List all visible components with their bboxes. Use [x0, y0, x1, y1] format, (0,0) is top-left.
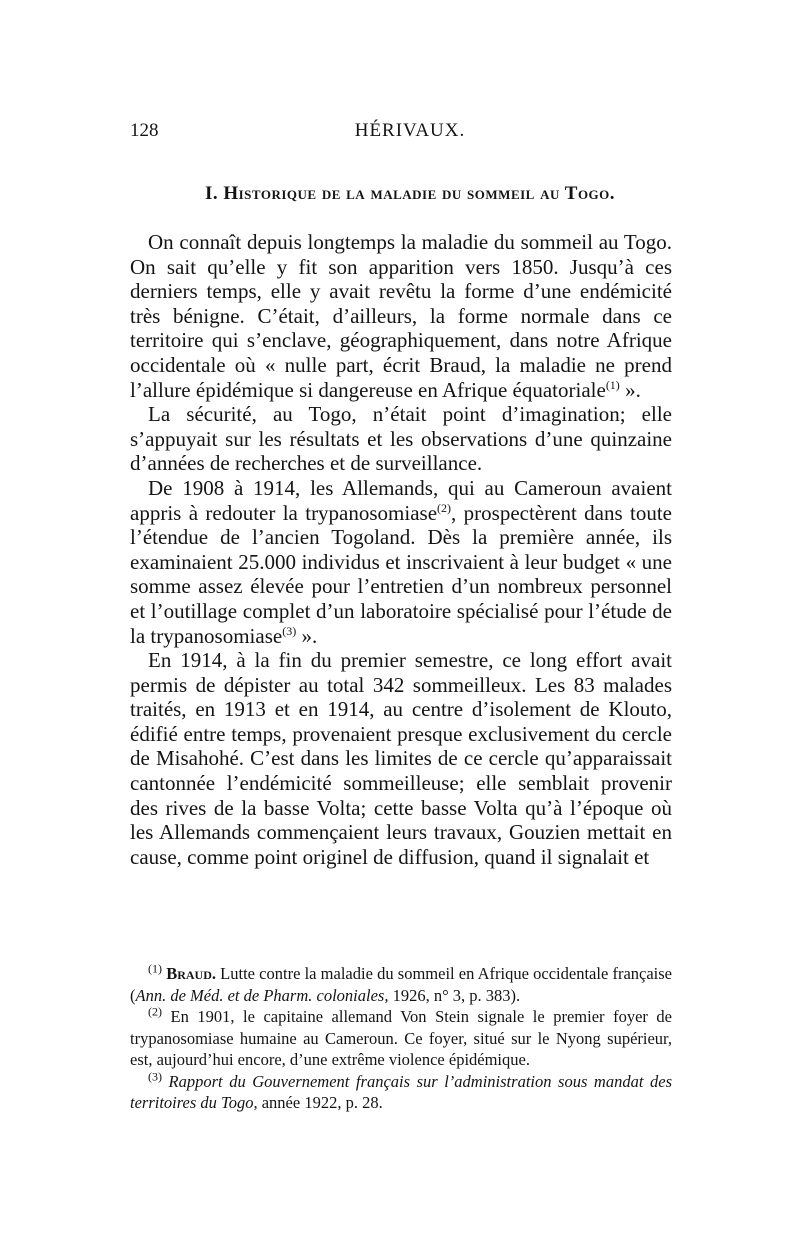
paragraph-3: [130, 476, 672, 648]
paragraph-1-end: ».: [619, 377, 641, 402]
paragraph-2: La sécurité, au Togo, n’était point d’imagination; elle s’appuyait sur les résultats et les observations d’une quinzaine d’années de recherches et de surveillance.: [130, 402, 672, 476]
running-head: [130, 120, 690, 150]
footnote-ref-1: (1): [605, 377, 620, 392]
footnote-3-title: Rapport du Gouvernement français sur l’administration sous mandat des territoires du Togo,: [130, 1071, 672, 1112]
paragraph-3-end: ».: [296, 623, 318, 648]
footnote-3: [130, 1071, 672, 1114]
footnote-2: [130, 1006, 672, 1071]
footnote-3-end: année 1922, p. 28.: [257, 1093, 383, 1112]
paragraph-1-text: On connaît depuis longtemps la maladie du sommeil au Togo. On sait qu’elle y fit son apparition vers 1850. Jusqu’à ces derniers temps, elle y avait revêtu la forme d’une endémicité très bénigne. C’était, d’ailleurs, la forme normale dans ce territoire qui s’enclave, géographiquement, dans notre Afrique occidentale où « nulle part, écrit Braud, la maladie ne prend l’allure épidémique si dangereuse en Afrique équatoriale: [130, 230, 672, 402]
footnote-2-mark: (2): [148, 1004, 162, 1019]
paragraph-3-text-b: , prospectèrent dans toute l’étendue de l’ancien Togoland. Dès la première année, ils examinaient 25.000 individus et inscrivaient à leur budget « une somme assez élevée pour l’entretien d’un nombreux personnel et l’outillage complet d’un laboratoire spécialisé pour l’étude de la trypanosomiase: [130, 500, 672, 648]
section-heading: I. Historique de la maladie du sommeil au Togo.: [204, 183, 616, 204]
footnote-3-mark: (3): [148, 1069, 162, 1083]
footnote-1-text: Lutte contre la maladie du sommeil en Afrique occidentale française (: [130, 964, 672, 1005]
paragraph-3-text-a: De 1908 à 1914, les Allemands, qui au Cameroun avaient appris à redouter la trypanosomiase: [130, 475, 672, 525]
paragraph-4: En 1914, à la fin du premier semestre, ce long effort avait permis de dépister au total 342 sommeilleux. Les 83 malades traités, en 1913 et en 1914, au centre d’isolement de Klouto, édifié entre temps, provenaient presque exclusivement du cercle de Misahohé. C’est dans les limites de ce cercle qu’apparaissait cantonnée l’endémicité sommeilleuse; elle semblait provenir des rives de la basse Volta; cette basse Volta qu’à l’époque où les Allemands commençaient leurs travaux, Gouzien mettait en cause, comme point originel de diffusion, quand il signalait et: [130, 648, 672, 869]
footnote-ref-2: (2): [437, 500, 452, 515]
footnote-1-end: 1926, n° 3, p. 383).: [388, 985, 521, 1005]
footnote-ref-3: (3): [282, 623, 297, 638]
footnote-1: [130, 963, 672, 1006]
paragraph-1: [130, 230, 672, 402]
page-number: 128: [130, 120, 159, 141]
footnote-1-journal: Ann. de Méd. et de Pharm. coloniales,: [135, 985, 389, 1005]
footnote-1-mark: (1): [148, 961, 162, 976]
footnote-1-author: Braud.: [166, 964, 216, 983]
footnotes: [130, 963, 672, 1114]
body-text: [130, 230, 672, 869]
running-title: HÉRIVAUX.: [354, 120, 466, 141]
footnote-2-text: En 1901, le capitaine allemand Von Stein signale le premier foyer de trypanosomiase humaine au Cameroun. Ce foyer, situé sur le Nyong supérieur, est, aujourd’hui encore, d’une extrême violence épidémique.: [130, 1007, 672, 1069]
